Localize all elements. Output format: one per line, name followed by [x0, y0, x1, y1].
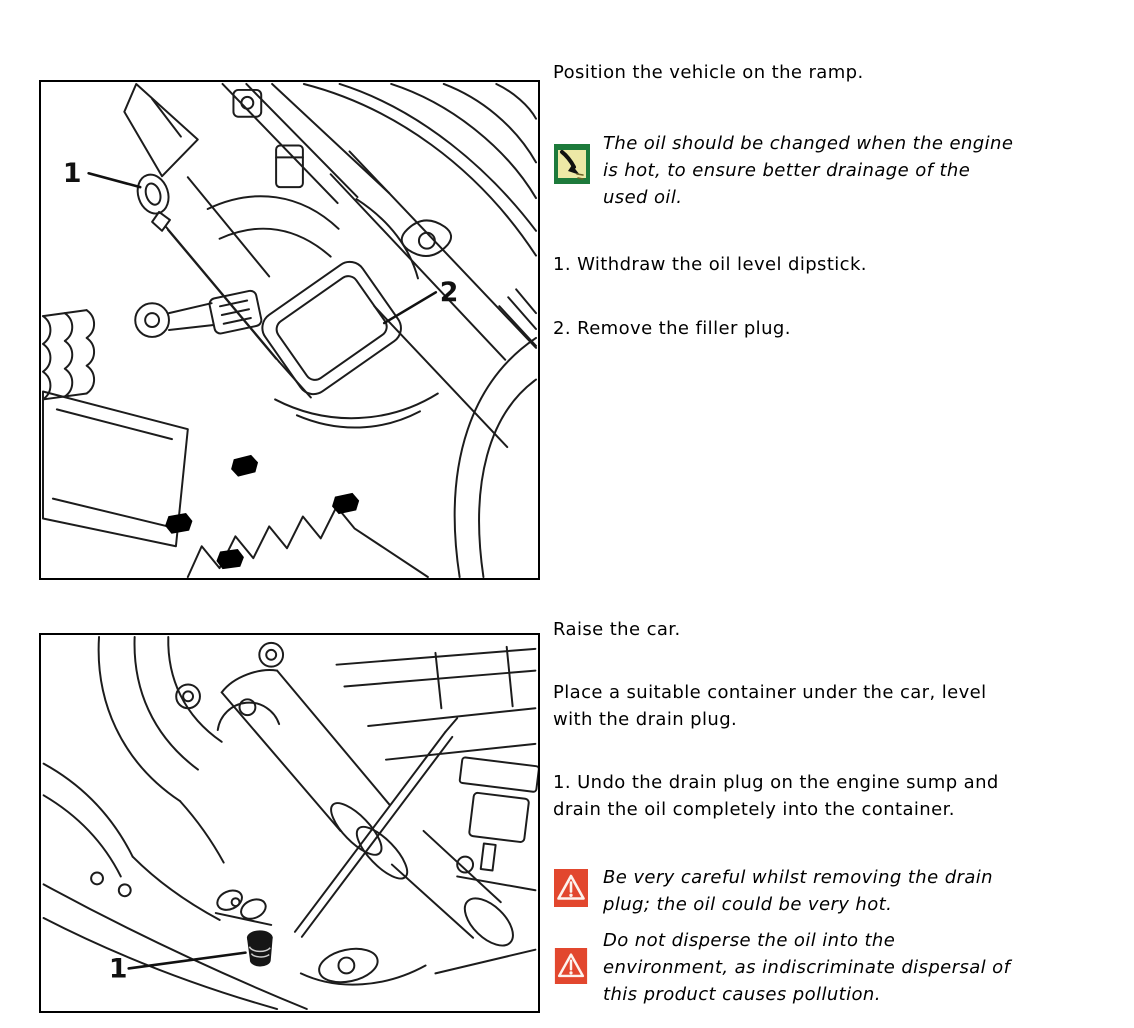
warning-line: Do not disperse the oil into the	[603, 930, 896, 951]
instruction-position-vehicle: Position the vehicle on the ramp.	[553, 62, 864, 83]
engine-underside-line-art	[41, 635, 538, 1011]
step-line: drain the oil completely into the container.	[553, 799, 955, 820]
instruction-line: Place a suitable container under the car, level	[553, 682, 987, 703]
instruction-raise-car: Raise the car.	[553, 619, 681, 640]
engine-bay-line-art	[41, 82, 538, 578]
figure1-label-2: 2	[439, 277, 459, 309]
note-pen-icon	[554, 144, 590, 184]
instruction-line: with the drain plug.	[553, 709, 738, 730]
warning-hot-oil	[603, 864, 993, 918]
note-line: The oil should be changed when the engine	[603, 133, 1014, 154]
label-2-leader-line	[384, 292, 436, 323]
step-remove-filler-plug: 2. Remove the filler plug.	[553, 318, 791, 339]
figure1-label-1: 1	[62, 158, 82, 190]
drain-plug-drawing	[247, 931, 272, 966]
warning-line: plug; the oil could be very hot.	[603, 894, 893, 915]
warning-triangle-icon	[554, 869, 588, 907]
figure2-label-1: 1	[108, 953, 128, 985]
figure-engine-bay	[39, 80, 540, 580]
step-withdraw-dipstick: 1. Withdraw the oil level dipstick.	[553, 254, 867, 275]
note-line: used oil.	[603, 187, 683, 208]
step-line: 1. Undo the drain plug on the engine sump and	[553, 772, 999, 793]
note-line: is hot, to ensure better drainage of the	[603, 160, 971, 181]
label-1-leader-line	[129, 953, 246, 969]
warning-line: this product causes pollution.	[603, 984, 881, 1005]
warning-triangle-icon	[554, 948, 588, 984]
figure-engine-underside	[39, 633, 540, 1013]
warning-pollution	[603, 927, 1010, 1008]
instruction-place-container	[553, 679, 987, 733]
step-undo-drain-plug	[553, 769, 999, 823]
warning-line: environment, as indiscriminate dispersal of	[603, 957, 1011, 978]
label-1-leader-line	[89, 173, 141, 187]
note-oil-hot	[603, 130, 1013, 211]
warning-line: Be very careful whilst removing the drain	[603, 867, 993, 888]
